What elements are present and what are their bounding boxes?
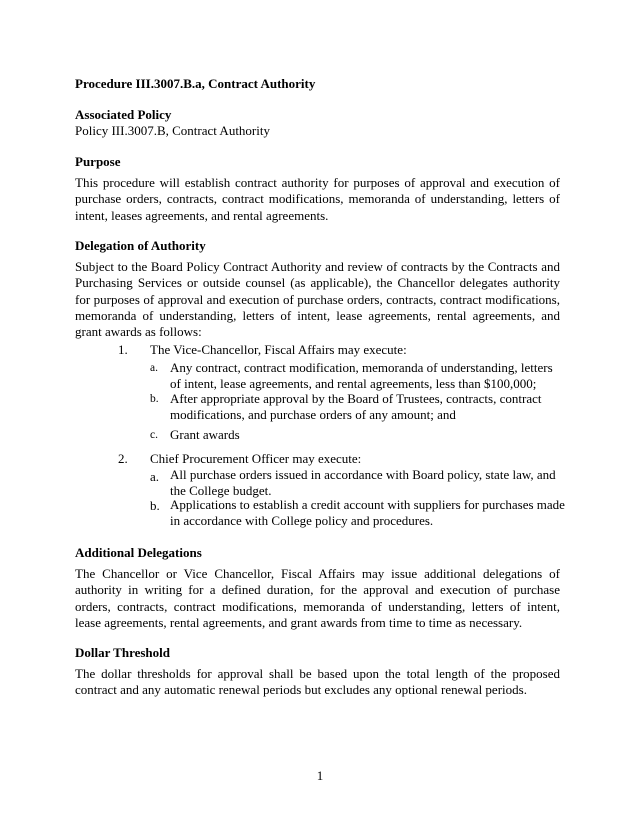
list-item-text: Chief Procurement Officer may execute: (150, 451, 362, 466)
dollar-threshold-heading: Dollar Threshold (75, 645, 170, 660)
delegation-section (75, 238, 560, 340)
additional-delegations-section (75, 545, 560, 631)
list-item-text: The Vice-Chancellor, Fiscal Affairs may execute: (150, 342, 407, 357)
subitem-letter: b. (150, 393, 159, 405)
associated-policy-text: Policy III.3007.B, Contract Authority (75, 123, 270, 138)
purpose-section (75, 154, 560, 224)
purpose-heading: Purpose (75, 154, 121, 169)
list-item-number: 2. (118, 451, 128, 466)
subitem-letter: c. (150, 429, 158, 441)
delegation-text: Subject to the Board Policy Contract Authority and review of contracts by the Contracts and Purchasing Services or outside counsel (as applicable), the Chancellor delegates authority for purposes of approval and execution of purchase orders, contracts, contract modifications, memoranda of understanding, letters of intent, lease agreements, rental agreements, and grant awards as follows: (75, 259, 560, 340)
page-number: 1 (316, 768, 324, 783)
subitem-text: Any contract, contract modification, memoranda of understanding, letters of intent, lease agreements, and rental agreements, less than $100,000; (170, 360, 553, 392)
subitem-text: All purchase orders issued in accordance with Board policy, state law, and the College budget. (170, 467, 556, 499)
dollar-threshold-text: The dollar thresholds for approval shall be based upon the total length of the proposed contract and any automatic renewal periods but excludes any optional renewal periods. (75, 666, 560, 698)
subitem-text: Grant awards (170, 427, 240, 442)
associated-policy-heading: Associated Policy (75, 107, 172, 122)
purpose-text: This procedure will establish contract authority for purposes of approval and execution of purchase orders, contracts, contract modifications, memoranda of understanding, letters of intent, leases agreements, and rental agreements. (75, 175, 560, 223)
list-item-number: 1. (118, 342, 128, 357)
subitem-text: After appropriate approval by the Board of Trustees, contracts, contract modifications, and purchase orders of any amount; and (170, 391, 542, 423)
additional-delegations-text: The Chancellor or Vice Chancellor, Fiscal Affairs may issue additional delegations of authority in writing for a defined duration, for the approval and execution of purchase orders, contracts, contract modifications, memoranda of understanding, letters of intent, lease agreements, rental agreements, and grant awards from time to time as necessary. (75, 566, 560, 630)
delegation-heading: Delegation of Authority (75, 238, 206, 253)
subitem-text: Applications to establish a credit account with suppliers for purchases made in accordance with College policy and procedures. (170, 497, 565, 529)
subitem-letter: a. (150, 469, 160, 484)
dollar-threshold-section (75, 645, 560, 699)
subitem-letter: a. (150, 362, 158, 374)
additional-delegations-heading: Additional Delegations (75, 545, 202, 560)
associated-policy-section (75, 107, 560, 139)
subitem-letter: b. (150, 498, 160, 513)
document-title: Procedure III.3007.B.a, Contract Authority (75, 76, 316, 91)
